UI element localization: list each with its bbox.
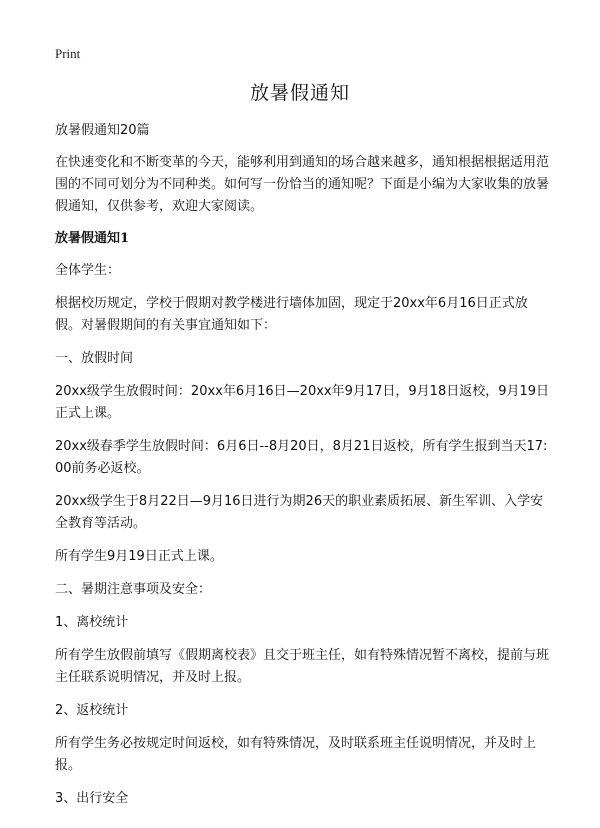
part1-heading: 一、放假时间 [55,351,134,366]
opening-paragraph: 根据校历规定，学校于假期对教学楼进行墙体加固，现定于20xx年6月16日正式放假。对暑假期间的有关事宜通知如下： [55,296,528,333]
document-body [55,121,553,821]
sub-paragraph: 所有学生放假前填写《假期离校表》且交于班主任，如有特殊情况暂不离校，提前与班主任联系说明情况，并及时上报。 [55,648,550,685]
print-link[interactable]: Print [55,46,81,61]
intro-paragraph: 在快速变化和不断变革的今天，能够利用到通知的场合越来越多，通知根据根据适用范围的不同可划分为不同种类。如何写一份恰当的通知呢？下面是小编为大家收集的放暑假通知，仅供参考，欢迎大家阅读。 [55,155,550,214]
page-title: 放暑假通知 [249,82,350,104]
schedule-item: 20xx级学生放假时间：20xx年6月16日—20xx年9月17日，9月18日返校，9月19日正式上课。 [55,384,550,421]
salutation: 全体学生： [55,263,121,278]
schedule-item: 20xx级学生于8月22日—9月16日进行为期26天的职业素质拓展、新生军训、入学安全教育等活动。 [55,494,544,531]
schedule-item: 所有学生9月19日正式上课。 [55,549,223,564]
section-heading: 放暑假通知1 [55,231,130,246]
sub-heading: 1、离校统计 [55,615,129,630]
sub-heading: 3、出行安全 [55,791,129,806]
part2-heading: 二、暑期注意事项及安全： [55,582,212,597]
schedule-item: 20xx级春季学生放假时间：6月6日--8月20日，8月21日返校，所有学生报到当天17:00前务必返校。 [55,439,548,476]
sub-paragraph: 所有学生务必按规定时间返校，如有特殊情况，及时联系班主任说明情况，并及时上报。 [55,736,537,773]
sub-heading: 2、返校统计 [55,703,129,718]
document-subtitle: 放暑假通知20篇 [55,123,150,138]
